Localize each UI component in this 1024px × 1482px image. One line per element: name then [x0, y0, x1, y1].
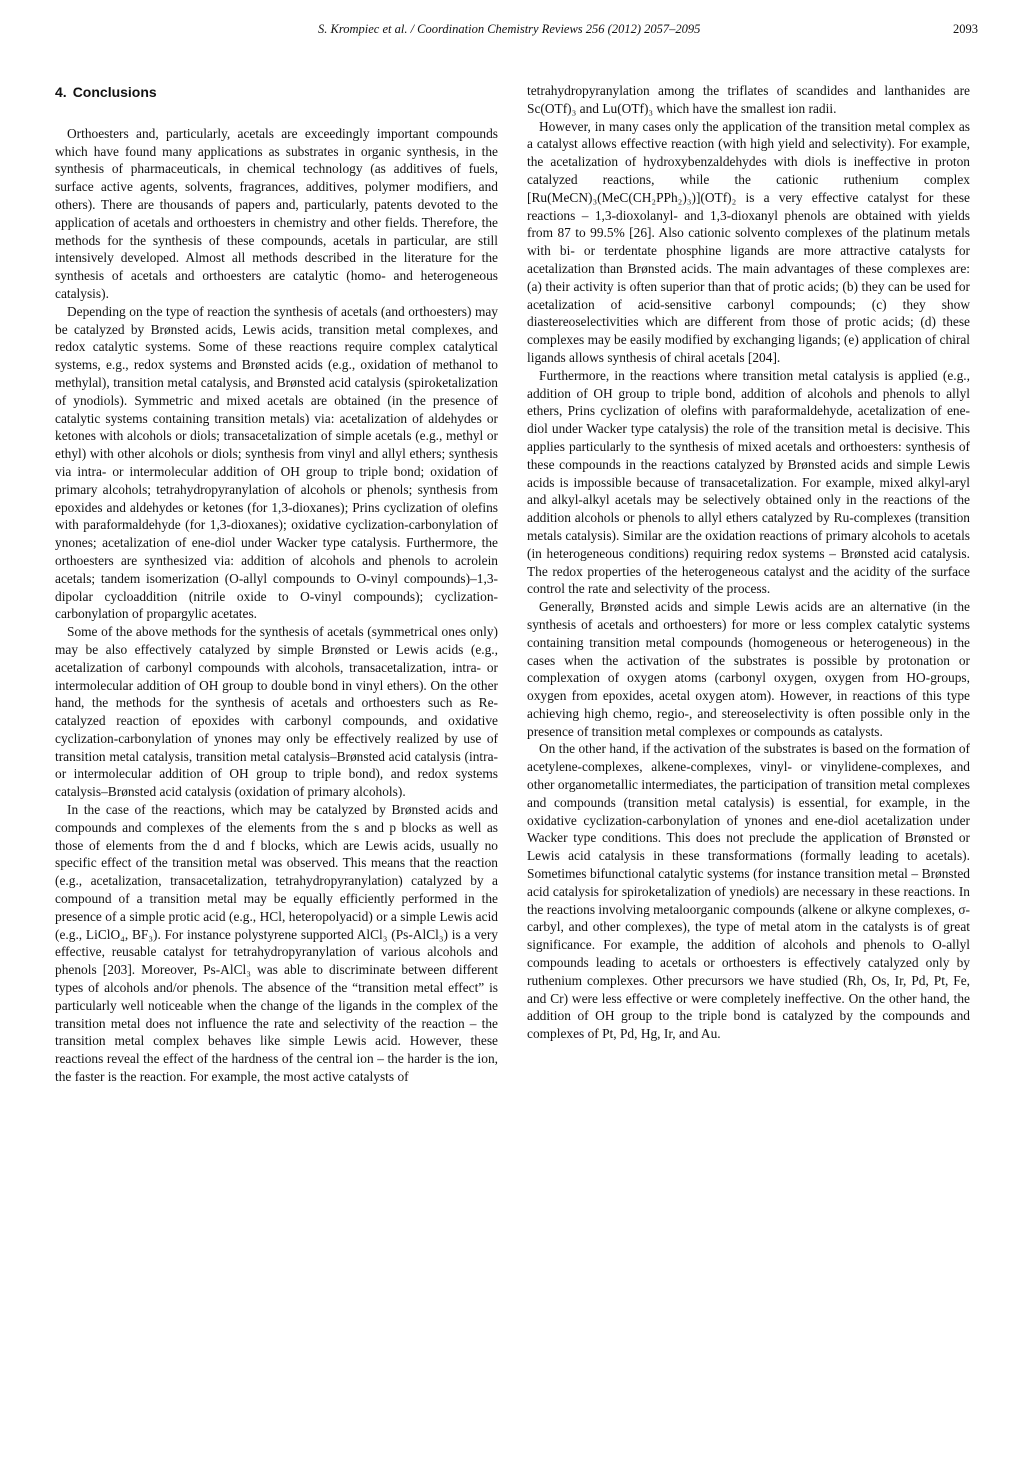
paragraph: Orthoesters and, particularly, acetals are exceedingly important compounds which have found many applications as substrates in organic synthesis, in the synthesis of pharmaceuticals, in chemical technology (as additives of fuels, surface active agents, solvents, fragrances, additives, polymer modifiers, and others). There are thousands of papers and, particularly, patents devoted to the application of acetals and orthoesters in chemistry and other fields. Therefore, the methods for the synthesis of these compounds, acetals in particular, are still intensively developed. Almost all methods described in the literature for the synthesis of acetals and orthoesters are catalytic (homo- and heterogeneous catalysis). — [55, 125, 498, 301]
paragraph: However, in many cases only the application of the transition metal complex as a catalyst allows effective reaction (with high yield and selectivity). For example, the acetalization of hydroxybenzaldehydes with diols is ineffective in proton catalyzed reactions, while the cationic ruthenium complex [Ru(MeCN)₃(MeC(CH₂PPh₂)₃)](OTf)₂ is a very effective catalyst for these reactions – 1,3-dioxolanyl- and 1,3-dioxanyl phenols are obtained with yields from 87 to 99.5% [26]. Also cationic solvento complexes of the platinum metals with bi- or terdentate phosphine ligands are more attractive catalysts for acetalization than Brønsted acids. The main advantages of these complexes are: (a) their activity is often superior than that of protic acids; (b) they can be used for acetalization of acid-sensitive carbonyl compounds; (c) they show diastereoselectivities which are different from those of protic acids; (d) these complexes may be easily modified by exchanging ligands; (e) application of chiral ligands allows synthesis of chiral acetals [204]. — [527, 118, 970, 365]
paragraph: Furthermore, in the reactions where transition metal catalysis is applied (e.g., addition of OH group to triple bond, addition of alcohols and phenols to allyl ethers, Prins cyclization of olefins with paraformaldehyde, acetalization of ene-diol under Wacker type catalysis) the role of the transition metal is decisive. This applies particularly to the synthesis of mixed acetals and orthoesters: synthesis of these compounds in the reactions catalyzed by Brønsted acids and simple Lewis acids is impossible because of transacetalization. For example, mixed alkyl-aryl and alkyl-alkyl acetals may be selectively obtained only in the reactions of the addition alcohols or phenols to allyl ethers catalyzed by Ru-complexes (transition metals catalysis). Similar are the oxidation reactions of primary alcohols to acetals (in heterogeneous conditions) requiring redox systems – Brønsted acid catalysis. The redox properties of the heterogeneous catalyst and the acidity of the surface control the rate and selectivity of the process. — [527, 367, 970, 597]
right-column — [527, 82, 970, 1043]
left-column — [55, 84, 498, 1086]
paragraph-continued: tetrahydropyranylation among the triflates of scandides and lanthanides are Sc(OTf)₃ and Lu(OTf)₃ which have the smallest ion radii. — [527, 83, 970, 116]
journal-citation: S. Krompiec et al. / Coordination Chemistry Reviews 256 (2012) 2057–2095 — [318, 22, 701, 36]
paragraph: In the case of the reactions, which may be catalyzed by Brønsted acids and compounds and complexes of the elements from the s and p blocks as well as those of elements from the d and f blocks, which are Lewis acids, usually no specific effect of the transition metal was observed. This means that the reaction (e.g., acetalization, transacetalization, tetrahydropyranylation) catalyzed by a compound of a transition metal may be equally efficiently performed in the presence of a simple protic acid (e.g., HCl, heteropolyacid) or a simple Lewis acid (e.g., LiClO₄, BF₃). For instance polystyrene supported AlCl₃ (Ps-AlCl₃) is a very effective, reusable catalyst for tetrahydropyranylation of various alcohols and phenols [203]. Moreover, Ps-AlCl₃ was able to discriminate between different types of alcohols and/or phenols. The absence of the “transition metal effect” is particularly well noticeable when the change of the ligands in the complex of the transition metal does not influence the rate and selectivity of the reaction – the transition metal complex behaves like simple Lewis acid. However, these reactions reveal the effect of the hardness of the central ion – the harder is the ion, the faster is the reaction. For example, the most active catalysts of — [55, 802, 498, 1085]
section-number: 4. — [55, 84, 67, 100]
paragraph: Some of the above methods for the synthesis of acetals (symmetrical ones only) may be also effectively catalyzed by simple Brønsted or Lewis acids (e.g., acetalization of carbonyl compounds with alcohols, transacetalization, intra- or intermolecular addition of OH group to double bond in vinyl ethers). On the other hand, the methods for the synthesis of acetals and orthoesters such as Re-catalyzed reaction of epoxides with carbonyl compounds, and oxidative cyclization-carbonylation of ynones may only be effectively realized by use of transition metal catalysis, transition metal catalysis–Brønsted acid catalysis (intra- or intermolecular addition of OH group to triple bond), and redox systems catalysis–Brønsted acid catalysis (oxidation of primary alcohols). — [55, 624, 498, 800]
paragraph: On the other hand, if the activation of the substrates is based on the formation of acetylene-complexes, alkene-complexes, vinyl- or vinylidene-complexes, and other organometallic intermediates, the participation of transition metal complexes and compounds (transition metal catalysis) is essential, for example, in the oxidative cyclization-carbonylation of ynones and ene-diol acetalization under Wacker type conditions. This does not preclude the application of Brønsted or Lewis acid catalysis in these transformations (formally leading to acetals). Sometimes bifunctional catalytic systems (for instance transition metal – Brønsted acid catalysis for spiroketalization of ynediols) are necessary in these reactions. In the reactions involving metaloorganic compounds (alkene or alkyne complexes, σ-carbyl, and other complexes), the type of metal atom in the catalysts is of great significance. For example, the addition of alcohols and phenols to O-allyl compounds leading to acetals or orthoesters is effectively catalyzed only by ruthenium complexes. Other precursors we have studied (Rh, Os, Ir, Pd, Pt, Fe, and Cr) were less effective or were completely ineffective. On the other hand, the addition of OH group to the triple bond is catalyzed by the compounds and complexes of Pt, Pd, Hg, Ir, and Au. — [527, 741, 970, 1042]
page-number: 2093 — [953, 22, 978, 36]
running-header — [0, 22, 1024, 42]
section-heading — [55, 84, 498, 102]
section-title: Conclusions — [72, 84, 157, 100]
paragraph: Depending on the type of reaction the synthesis of acetals (and orthoesters) may be catalyzed by Brønsted acids, Lewis acids, transition metal complexes, and redox catalytic systems. Some of these reactions require complex catalytical systems, e.g., redox systems and Brønsted acids (e.g., oxidation of methanol to methylal), transition metal catalysis, and Brønsted acid catalysis (spiroketalization of ynodiols). Symmetric and mixed acetals are obtained (in the presence of catalytic systems containing transition metals) via: acetalization of aldehydes or ketones with alcohols or diols; transacetalization of simple acetals (e.g., methyl or ethyl) with other alcohols or diols; synthesis from vinyl and allyl ethers; synthesis via intra- or intermolecular addition of OH group to triple bond; oxidation of primary alcohols; tetrahydropyranylation of alcohols or phenols; synthesis from epoxides and aldehydes or ketones (for 1,3-dioxanes); Prins cyclization of olefins with paraformaldehyde (for 1,3-dioxanes); oxidative cyclization-carbonylation of ynones; acetalization of ene-diol under Wacker type catalysis. Furthermore, the orthoesters are synthesized via: addition of alcohols and phenols to acrolein acetals; tandem isomerization (O-allyl compounds to O-vinyl compounds)–1,3-dipolar cycloaddition (nitrile oxide to O-vinyl compounds); cyclization-carbonylation of propargylic acetates. — [55, 303, 498, 622]
paragraph: Generally, Brønsted acids and simple Lewis acids are an alternative (in the synthesis of acetals and orthoesters) for more or less complex catalytic systems containing transition metal compounds (homogeneous or heterogeneous) in the cases when the activation of the substrates is possible by protonation or complexation of oxygen atoms (carbonyl oxygen, oxygen from HO-groups, oxygen from epoxides, acetal oxygen atom). However, in reactions of this type achieving high chemo, regio-, and stereoselectivity is often possible only in the presence of transition metal complexes or compounds as catalysts. — [527, 599, 970, 739]
